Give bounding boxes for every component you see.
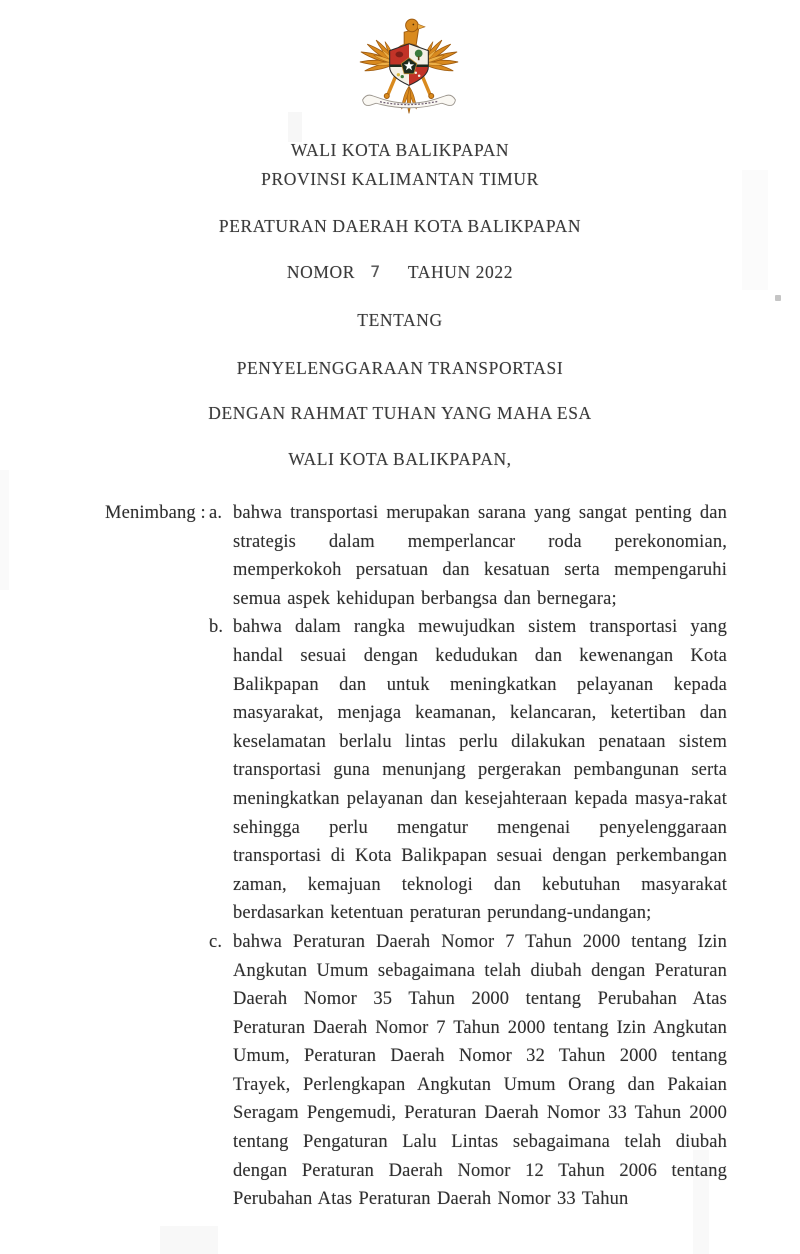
considering-item-b [209,613,727,928]
item-marker: b. [209,617,224,638]
issuer-line: WALI KOTA BALIKPAPAN, [288,449,512,469]
scan-artifact [160,1226,218,1254]
authority-name: WALI KOTA BALIKPAPAN [290,140,510,160]
item-text: bahwa transportasi merupakan sarana yang sangat penting dan strategis dalam memperlancar roda perekonomian, memperkokoh persatuan dan kesatuan serta mempengaruhi semua aspek kehidupan berbangsa dan bernegara; [233,503,727,609]
considering-label: Menimbang : [105,503,206,523]
considering-item-c [209,928,727,1214]
scan-artifact [288,112,302,142]
regulation-title: PERATURAN DAERAH KOTA BALIKPAPAN [218,216,582,236]
considering-section [105,499,727,1214]
number-value: 7 [370,262,381,281]
item-marker: a. [209,503,223,523]
year-label: TAHUN 2022 [407,262,514,282]
scan-artifact [0,470,9,590]
item-marker: c. [209,931,223,952]
item-text: bahwa Peraturan Daerah Nomor 7 Tahun 2000 tentang Izin Angkutan Umum sebagaimana telah diubah dengan Peraturan Daerah Nomor 35 Tahun 2000 tentang Perubahan Atas Peraturan Daerah Nomor 7 Tahun 2000 tentang Izin Angkutan Umum, Peraturan Daerah Nomor 32 Tahun 2000 tentang Trayek, Perlengkapan Angkutan Umum Orang dan Pakaian Seragam Pengemudi, Peraturan Daerah Nomor 33 Tahun 2000 tentang Pengaturan Lalu Lintas sebagaimana telah diubah dengan Peraturan Daerah Nomor 12 Tahun 2006 tentang Perubahan Atas Peraturan Daerah Nomor 33 Tahun [233,931,727,1210]
item-text: bahwa dalam rangka mewujudkan sistem transportasi yang handal sesuai dengan kedudukan dan kewenangan Kota Balikpapan dan untuk meningkatkan pelayanan kepada masyarakat, menjaga keamanan, kelancaran, ketertiban dan keselamatan berlalu lintas perlu dilakukan penataan sistem transportasi guna menunjang pergerakan pembangunan serta meningkatkan pelayanan dan kesejahteraan kepada masya-rakat sehingga perlu mengatur mengenai penyelenggaraan transportasi di Kota Balikpapan sesuai dengan perkembangan zaman, kemajuan teknologi dan kebutuhan masyarakat berdasarkan ketentuan peraturan perundang-undangan; [233,617,727,924]
considering-item-a [209,499,727,613]
number-label: NOMOR [286,262,356,282]
garuda-pancasila-emblem [351,10,467,124]
province-name: PROVINSI KALIMANTAN TIMUR [261,169,539,189]
considering-items [209,499,727,1214]
scan-artifact [775,295,781,301]
regulation-subject: PENYELENGGARAAN TRANSPORTASI [236,358,564,378]
regulation-number-line [0,262,800,283]
invocation-line: DENGAN RAHMAT TUHAN YANG MAHA ESA [208,403,592,423]
about-label: TENTANG [357,310,443,330]
